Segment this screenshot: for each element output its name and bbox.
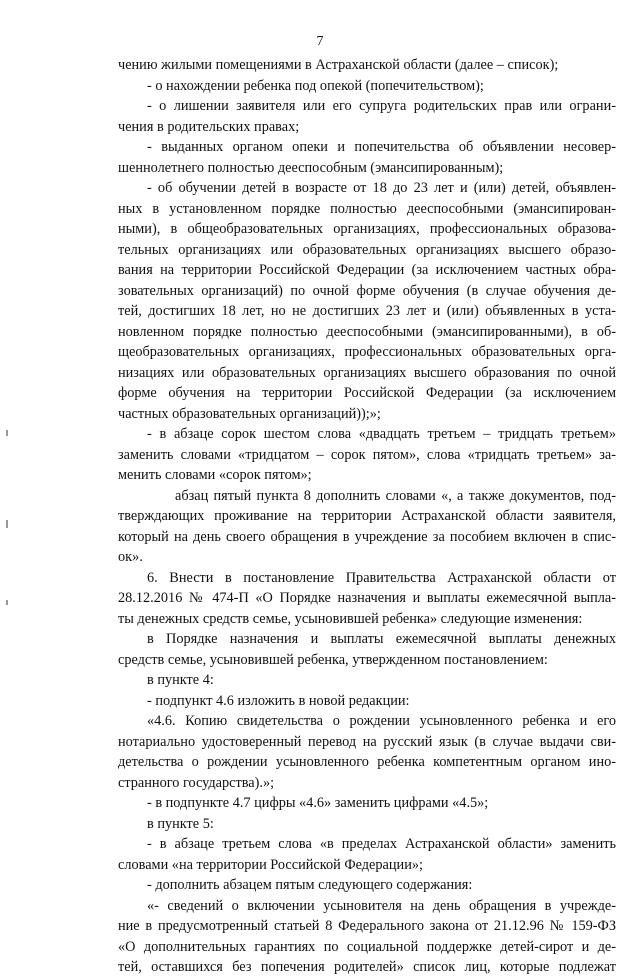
text-line: «- сведений о включении усыновителя на день обращения в учрежде- <box>147 897 616 914</box>
text-line: низациях или образовательных организациях высшего образования по очной <box>118 364 616 381</box>
text-line: щеобразовательных организациях, профессиональных образовательных орга- <box>118 344 616 360</box>
text-line: ты денежных средств семье, усыновившей ребенка» следующие изменения: <box>118 610 583 627</box>
text-line: ных в установленном порядке полностью дееспособными (эмансипирован- <box>118 200 616 217</box>
text-line: заменить словами «тридцатом – сорок пятом», слова «тридцать третьем» за- <box>118 446 616 463</box>
scan-edge-mark <box>6 430 8 436</box>
text-line: нотариально удостоверенный перевод на русский язык (в случае выдачи сви- <box>118 733 616 750</box>
text-line: ными), в общеобразовательных организациях, профессиональных образова- <box>118 221 616 237</box>
text-line: новленном порядке полностью дееспособными (эмансипированными), в об- <box>118 323 616 340</box>
text-line: абзац пятый пункта 8 дополнить словами «, а также документов, под- <box>175 487 616 504</box>
text-line: чению жилыми помещениями в Астраханской области (далее – список); <box>118 57 559 73</box>
scan-edge-mark <box>6 520 8 528</box>
page-number: 7 <box>316 34 324 49</box>
text-line: 6. Внести в постановление Правительства Астраханской области от <box>147 569 616 586</box>
text-line: - дополнить абзацем пятым следующего содержания: <box>147 877 473 893</box>
text-line: менить словами «сорок пятом»; <box>118 467 312 483</box>
text-line: «4.6. Копию свидетельства о рождении усыновленного ребенка и его <box>147 713 616 729</box>
text-line: тей, оставшихся без попечения родителей» список лиц, которые подлежат <box>118 959 616 975</box>
text-line: ние в предусмотренный статьей 8 Федерального закона от 21.12.96 № 159-ФЗ <box>118 918 616 934</box>
text-line: - выданных органом опеки и попечительства об объявлении несовер- <box>147 139 616 155</box>
text-line: - в абзаце третьем слова «в пределах Астраханской области» заменить <box>147 836 616 852</box>
text-line: чения в родительских правах; <box>118 118 300 135</box>
text-line: словами «на территории Российской Федерации»; <box>118 856 423 873</box>
text-line: - о лишении заявителя или его супруга родительских прав или ограни- <box>147 98 616 114</box>
text-line: частных образовательных организаций));»; <box>118 405 381 422</box>
document-body <box>118 55 616 978</box>
text-line: детельства о рождении усыновленного ребенка компетентным органом ино- <box>118 754 616 770</box>
text-line: в Порядке назначения и выплаты ежемесячной выплаты денежных <box>147 631 616 647</box>
text-line: тверждающих проживание на территории Астраханской области заявителя, <box>118 508 616 524</box>
scan-edge-mark <box>6 600 8 605</box>
text-line: - в подпункте 4.7 цифры «4.6» заменить цифрами «4.5»; <box>147 795 489 811</box>
text-line: 28.12.2016 № 474-П «О Порядке назначения и выплаты ежемесячной выпла- <box>118 590 616 606</box>
text-line: вания на территории Российской Федерации (за исключением частных обра- <box>118 262 616 278</box>
text-line: тей, достигших 18 лет, но не достигших 23 лет и (или) объявленных в уста- <box>118 303 616 319</box>
text-line: «О дополнительных гарантиях по социальной поддержке детей-сирот и де- <box>118 938 616 955</box>
text-line: шеннолетнего полностью дееспособным (эмансипированным); <box>118 159 504 176</box>
text-line: средств семье, усыновившей ребенка, утвержденном постановлением: <box>118 651 548 668</box>
text-line: - в абзаце сорок шестом слова «двадцать третьем – тридцать третьем» <box>147 426 616 442</box>
text-line: форме обучения на территории Российской Федерации (за исключением <box>118 385 616 401</box>
text-line: - об обучении детей в возрасте от 18 до 23 лет и (или) детей, объявлен- <box>147 180 616 196</box>
text-line: - подпункт 4.6 изложить в новой редакции: <box>147 692 410 709</box>
text-line: зовательных организаций) по очной форме обучения (в случае обучения де- <box>118 282 616 299</box>
text-line: странного государства).»; <box>118 774 275 791</box>
text-line: в пункте 5: <box>147 815 214 832</box>
text-line: ок». <box>118 549 143 565</box>
text-line: - о нахождении ребенка под опекой (попечительством); <box>147 77 484 94</box>
text-line: тельных организациях или образовательных организациях высшего образо- <box>118 241 616 258</box>
text-line: который на день своего обращения в учреждение за пособием включен в спис- <box>118 528 616 545</box>
text-line: в пункте 4: <box>147 672 214 688</box>
